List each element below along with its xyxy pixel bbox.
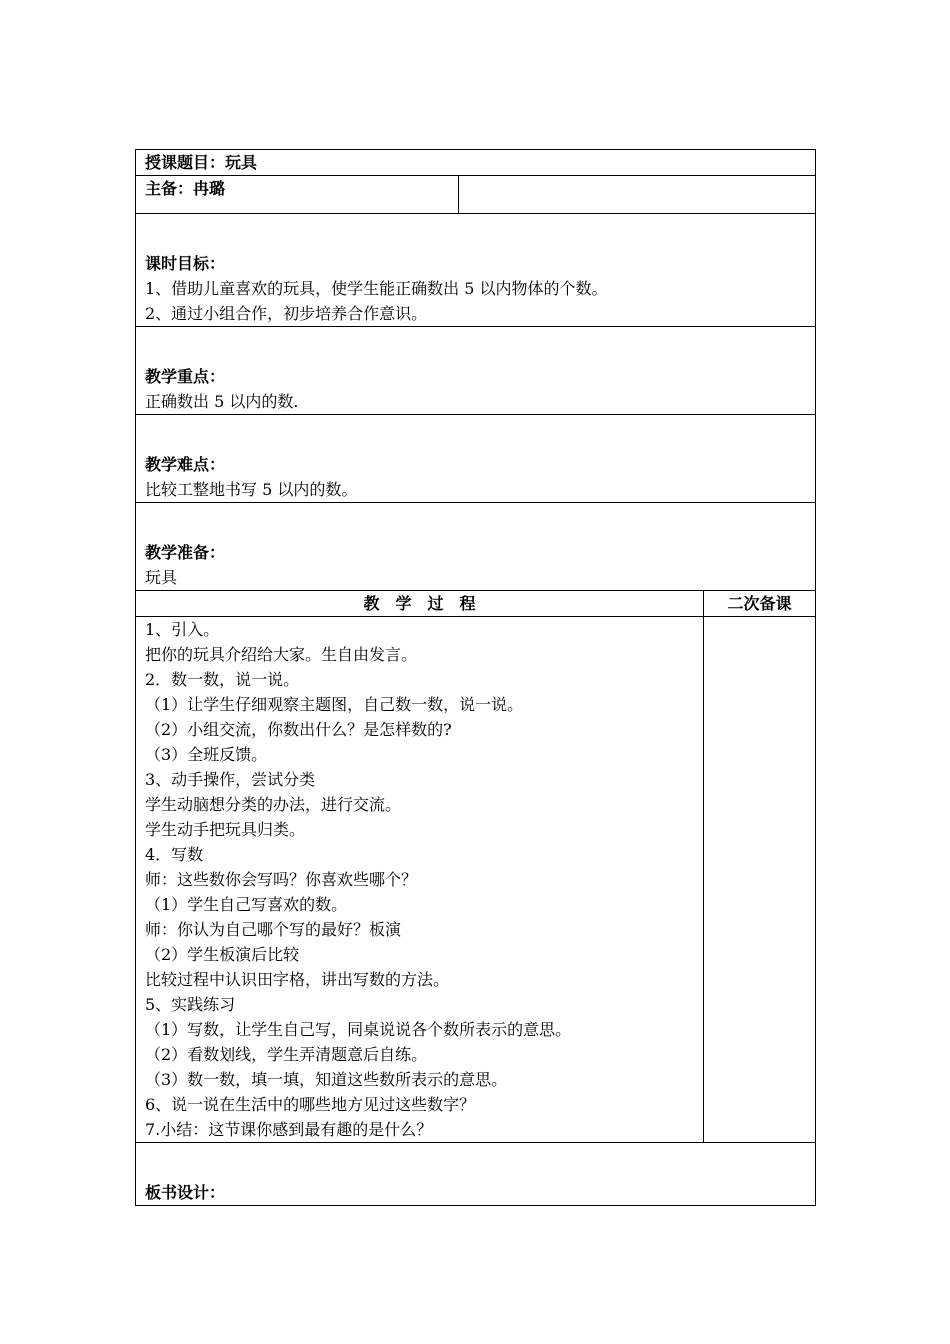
board-heading: 板书设计：	[145, 1183, 226, 1202]
process-line: （1）学生自己写喜欢的数。	[145, 895, 348, 914]
process-line: （2）学生板演后比较	[145, 945, 300, 964]
second-prep-heading: 二次备课	[704, 591, 816, 617]
process-cell	[136, 617, 704, 1143]
key-point-heading: 教学重点：	[145, 367, 226, 386]
process-line: （3）全班反馈。	[145, 745, 268, 764]
key-point-row	[136, 327, 816, 415]
process-line: 2．数一数，说一说。	[145, 670, 300, 689]
key-point-text: 正确数出 5 以内的数.	[145, 392, 299, 411]
preparer-row	[136, 176, 816, 214]
process-line: 1、引入。	[145, 620, 220, 639]
goals-cell	[136, 214, 816, 327]
process-line: 3、动手操作，尝试分类	[145, 770, 316, 789]
preparer-blank	[459, 176, 816, 214]
lesson-plan	[135, 149, 815, 1206]
process-line: （1）写数，让学生自己写，同桌说说各个数所表示的意思。	[145, 1020, 572, 1039]
process-line: 学生动手把玩具归类。	[145, 820, 306, 839]
key-point-cell	[136, 327, 816, 415]
board-row	[136, 1143, 816, 1206]
process-line: （2）小组交流，你数出什么？是怎样数的?	[145, 720, 452, 739]
topic-row	[136, 150, 816, 176]
goal-item: 2、通过小组合作，初步培养合作意识。	[145, 304, 428, 323]
preparation-cell	[136, 503, 816, 591]
process-line: （2）看数划线，学生弄清题意后自练。	[145, 1045, 428, 1064]
lesson-plan-table	[135, 149, 816, 1206]
preparer: 主备：冉璐	[136, 176, 459, 214]
goal-item: 1、借助儿童喜欢的玩具，使学生能正确数出 5 以内物体的个数。	[145, 279, 608, 298]
process-line: （3）数一数，填一填，知道这些数所表示的意思。	[145, 1070, 508, 1089]
process-row	[136, 617, 816, 1143]
lesson-topic: 授课题目：玩具	[136, 150, 816, 176]
difficulty-text: 比较工整地书写 5 以内的数。	[145, 480, 358, 499]
preparation-heading: 教学准备：	[145, 543, 226, 562]
difficulty-heading: 教学难点：	[145, 455, 226, 474]
process-line: 5、实践练习	[145, 995, 236, 1014]
process-line: 6、说一说在生活中的哪些地方见过这些数字？	[145, 1095, 476, 1114]
process-heading: 教 学 过 程	[136, 591, 704, 617]
process-line: （1）让学生仔细观察主题图，自己数一数，说一说。	[145, 695, 524, 714]
process-header-row	[136, 591, 816, 617]
process-line: 7.小结：这节课你感到最有趣的是什么？	[145, 1120, 433, 1139]
board-cell	[136, 1143, 816, 1206]
process-line: 师：你认为自己哪个写的最好？板演	[145, 920, 402, 939]
second-prep-cell	[704, 617, 816, 1143]
goals-heading: 课时目标：	[145, 254, 226, 273]
goals-row	[136, 214, 816, 327]
preparation-text: 玩具	[145, 568, 178, 587]
process-line: 学生动脑想分类的办法，进行交流。	[145, 795, 402, 814]
process-line: 把你的玩具介绍给大家。生自由发言。	[145, 645, 418, 664]
process-line: 比较过程中认识田字格，讲出写数的方法。	[145, 970, 450, 989]
process-line: 4．写数	[145, 845, 204, 864]
difficulty-cell	[136, 415, 816, 503]
difficulty-row	[136, 415, 816, 503]
preparation-row	[136, 503, 816, 591]
process-line: 师：这些数你会写吗？你喜欢些哪个？	[145, 870, 418, 889]
